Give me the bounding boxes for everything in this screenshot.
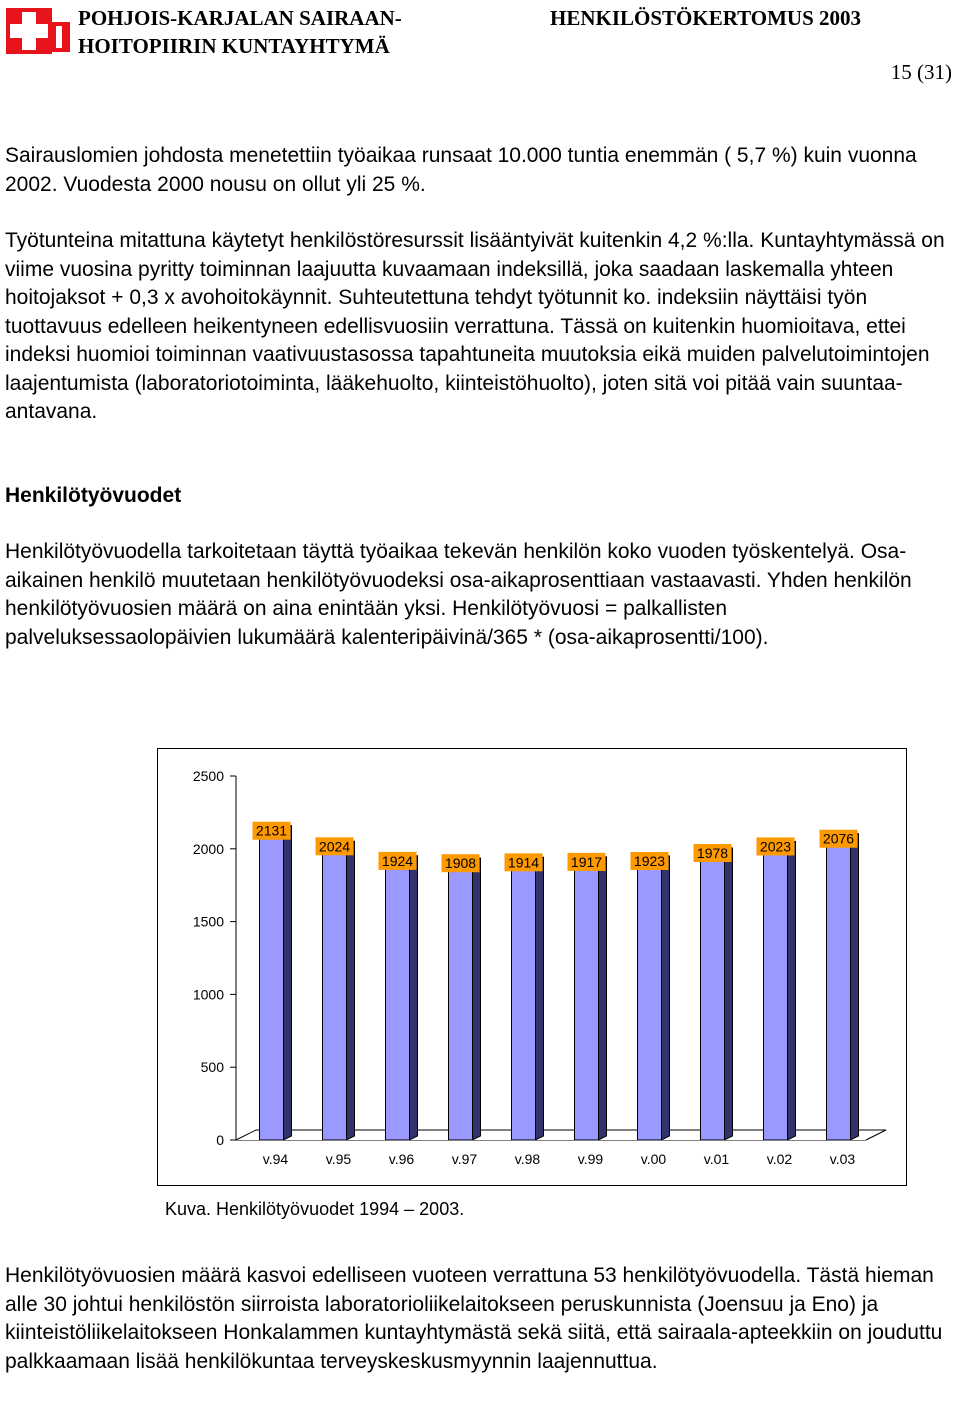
red-cross-logo-icon — [4, 2, 74, 58]
paragraph-work-hours: Työtunteina mitattuna käytetyt henkilöstöresurssit lisääntyivät kuitenkin 4,2 %:lla. Kuntayhtymässä on viime vuosina pyritty toiminnan laajuutta kuvaamaan indeksillä, joka saadaan laskemalla yhteen hoitojaksot + 0,3 x avohoitokäynnit. Suhteutettuna tehdyt työtunnit ko. indeksiin näyttäisi työn tuottavuus edelleen heikentyneen edellisvuosiin verrattuna. Tässä on kuitenkin huomioitava, ettei indeksi huomioi toiminnan vaativuustasossa tapahtuneita muutoksia eikä muiden palvelutoimintojen laajentumista (laboratoriotoiminta, lääkehuolto, kiinteistöhuolto), joten sitä voi pitää vain suuntaa-antavana. — [5, 229, 945, 423]
data-label: 2076 — [822, 830, 855, 847]
x-tick-label: v.01 — [703, 1151, 730, 1167]
x-tick-label: v.96 — [388, 1151, 415, 1167]
bar — [512, 861, 536, 1140]
bar-side — [473, 858, 481, 1140]
bar-side — [410, 856, 418, 1140]
data-label: 1923 — [633, 853, 666, 870]
y-tick-label: 1500 — [192, 913, 224, 930]
bar-side — [851, 834, 859, 1140]
data-label: 1908 — [444, 855, 477, 872]
bar — [701, 852, 725, 1140]
x-tick-label: v.02 — [766, 1151, 793, 1167]
bar-side — [662, 856, 670, 1140]
x-tick-label: v.97 — [451, 1151, 478, 1167]
bar-side — [725, 848, 733, 1140]
chart-caption: Kuva. Henkilötyövuodet 1994 – 2003. — [165, 1199, 465, 1219]
paragraph-sick-leave: Sairauslomien johdosta menetettiin työaikaa runsaat 10.000 tuntia enemmän ( 5,7 %) kuin vuonna 2002. Vuodesta 2000 nousu on ollut yli 25 %. — [5, 144, 917, 196]
x-tick-label: v.95 — [325, 1151, 352, 1167]
organization-line-2: HOITOPIIRIN KUNTAYHTYMÄ — [78, 34, 390, 58]
y-tick-label: 2500 — [192, 768, 224, 784]
x-tick-label: v.00 — [640, 1151, 667, 1167]
bar — [386, 860, 410, 1140]
data-label: 2024 — [318, 838, 351, 855]
bar — [449, 862, 473, 1140]
bar-side — [599, 857, 607, 1140]
section-heading: Henkilötyövuodet — [5, 484, 182, 507]
y-tick-label: 500 — [200, 1059, 224, 1076]
bar-side — [347, 841, 355, 1140]
data-label: 2023 — [759, 838, 792, 855]
bar — [638, 860, 662, 1140]
y-tick-label: 0 — [216, 1132, 224, 1148]
document-title: HENKILÖSTÖKERTOMUS 2003 — [550, 6, 862, 30]
bar — [260, 830, 284, 1140]
bar-side — [284, 826, 292, 1140]
bar-side — [788, 841, 796, 1140]
x-tick-label: v.03 — [829, 1151, 856, 1167]
bar — [575, 861, 599, 1140]
page-number: 15 (31) — [890, 60, 952, 84]
x-tick-label: v.98 — [514, 1151, 541, 1167]
bar — [764, 845, 788, 1140]
bar — [323, 845, 347, 1140]
paragraph-definition: Henkilötyövuodella tarkoitetaan täyttä työaikaa tekevän henkilön koko vuoden työskentelyä. Osa-aikainen henkilö muutetaan henkilötyövuodeksi osa-aikaprosenttiaan vastaavasti. Yhden henkilön henkilötyövuosien määrä on aina enintään yksi. Henkilötyövuosi = palkallisten palveluksessaolopäivien lukumäärä kalenteripäivinä/365 * (osa-aikaprosentti/100). — [5, 540, 912, 649]
data-label: 2131 — [255, 822, 288, 839]
chart-canvas — [158, 749, 908, 1187]
data-label: 1917 — [570, 853, 603, 870]
organization-name — [78, 4, 402, 60]
paragraph-growth: Henkilötyövuosien määrä kasvoi edelliseen vuoteen verrattuna 53 henkilötyövuodella. Tästä hieman alle 30 johtui henkilöstön siirroista laboratorioliikelaitokseen peruskunnista (Joensuu ja Eno) ja kiinteistöliikelaitokseen Honkalammen kuntayhtymästä sekä siitä, että sairaala-apteekkiin on jouduttu palkkaamaan lisää henkilökuntaa terveyskeskusmyynnin laajennuttua. — [5, 1264, 943, 1373]
x-tick-label: v.94 — [262, 1151, 289, 1167]
y-tick-label: 1000 — [192, 986, 224, 1003]
data-label: 1924 — [381, 852, 414, 869]
organization-line-1: POHJOIS-KARJALAN SAIRAAN- — [78, 6, 402, 30]
bar — [827, 838, 851, 1140]
x-tick-label: v.99 — [577, 1151, 604, 1167]
data-label: 1978 — [696, 845, 729, 862]
bar-chart — [157, 748, 907, 1186]
bar-side — [536, 857, 544, 1140]
data-label: 1914 — [507, 854, 540, 871]
y-tick-label: 2000 — [192, 840, 224, 857]
